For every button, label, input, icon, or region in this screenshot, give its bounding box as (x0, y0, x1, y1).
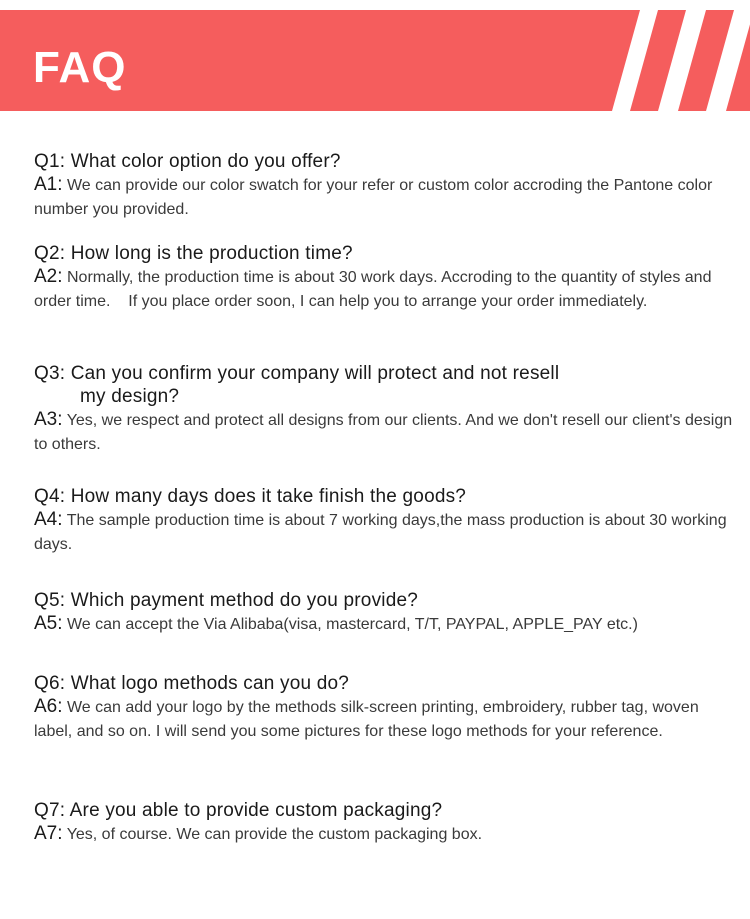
answer (34, 508, 734, 556)
answer-text: We can add your logo by the methods silk-screen printing, embroidery, rubber tag, woven label, and so on. I will send you some pictures for these logo methods for your reference. (34, 699, 699, 740)
faq-item-4 (34, 485, 734, 556)
question-text: What color option do you offer? (70, 151, 341, 172)
faq-item-1 (34, 150, 734, 221)
faq-item-2 (34, 242, 734, 313)
answer (34, 822, 734, 847)
answer (34, 265, 734, 313)
question-label: Q6: (34, 673, 66, 694)
answer (34, 612, 734, 637)
answer (34, 408, 734, 456)
answer-label: A4: (34, 509, 63, 530)
answer-text: Yes, we respect and protect all designs from our clients. And we don't resell our client's design to others. (34, 412, 733, 453)
question-text: How many days does it take finish the goods? (70, 486, 467, 507)
answer-label: A1: (34, 174, 63, 195)
question-text: Which payment method do you provide? (70, 590, 418, 611)
faq-item-6 (34, 672, 734, 743)
answer-text: We can accept the Via Alibaba(visa, mastercard, T/T, PAYPAL, APPLE_PAY etc.) (66, 616, 638, 633)
question (34, 362, 734, 408)
answer-label: A5: (34, 613, 63, 634)
question-text-continued: my design? (80, 386, 180, 407)
answer-text: The sample production time is about 7 working days,the mass production is about 30 working days. (34, 512, 727, 553)
faq-item-5 (34, 589, 734, 637)
answer (34, 695, 734, 743)
question (34, 150, 734, 173)
faq-item-7 (34, 799, 734, 847)
answer-text: Yes, of course. We can provide the custom packaging box. (66, 826, 483, 843)
question-text: What logo methods can you do? (70, 673, 350, 694)
answer-text: We can provide our color swatch for your refer or custom color accroding the Pantone color number you provided. (34, 177, 713, 218)
faq-item-3 (34, 362, 734, 456)
question-text: Are you able to provide custom packaging? (69, 800, 443, 821)
answer-label: A3: (34, 409, 63, 430)
question-label: Q7: (34, 800, 66, 821)
question-text: Can you confirm your company will protect and not resell (70, 363, 560, 384)
question-label: Q4: (34, 486, 66, 507)
page-title: FAQ (33, 43, 127, 92)
answer-label: A7: (34, 823, 63, 844)
answer-label: A2: (34, 266, 63, 287)
answer (34, 173, 734, 221)
question-label: Q3: (34, 363, 66, 384)
answer-label: A6: (34, 696, 63, 717)
question (34, 672, 734, 695)
answer-text: Normally, the production time is about 30 work days. Accroding to the quantity of styles and order time. If you place order soon, I can help you to arrange your order immediately. (34, 269, 716, 310)
question (34, 589, 734, 612)
question-text: How long is the production time? (70, 243, 353, 264)
question-label: Q2: (34, 243, 66, 264)
banner-stripe-1 (630, 10, 686, 111)
question (34, 799, 734, 822)
question (34, 485, 734, 508)
banner-stripe-2 (678, 10, 734, 111)
question (34, 242, 734, 265)
question-label: Q5: (34, 590, 66, 611)
faq-banner (0, 10, 750, 111)
question-label: Q1: (34, 151, 66, 172)
